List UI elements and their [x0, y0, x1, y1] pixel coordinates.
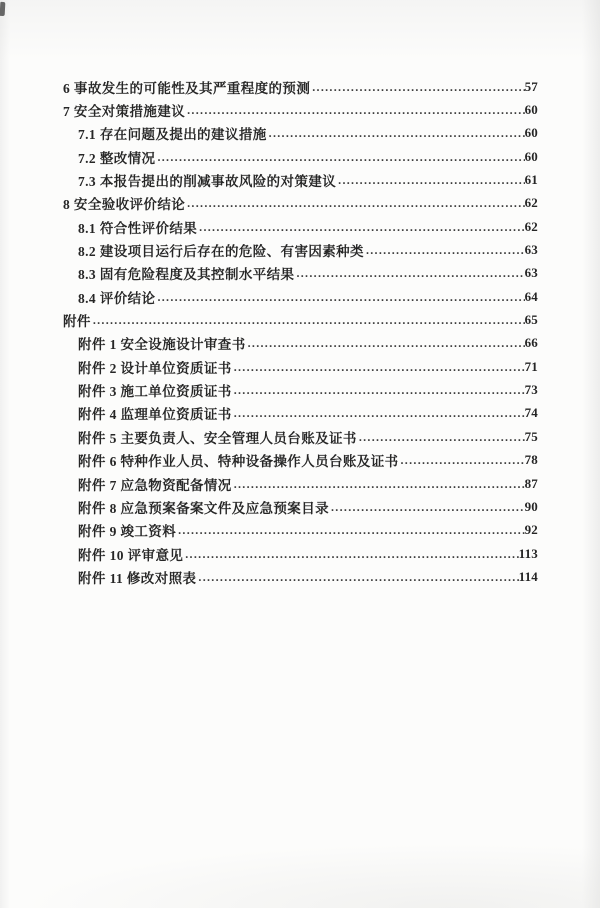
toc-entry: [63, 262, 538, 285]
toc-entry: [63, 98, 538, 121]
toc-entry: [63, 332, 538, 355]
toc-entry-page: 57: [524, 78, 538, 94]
toc-entry: [63, 238, 538, 261]
toc-entry: [63, 472, 538, 495]
dot-leader: [401, 455, 525, 471]
dot-leader: [178, 525, 524, 541]
toc-entry-label: 附件: [63, 314, 91, 330]
toc-entry-page: 61: [524, 172, 538, 188]
toc-entry-label: 附件 9 竣工资料: [78, 524, 177, 540]
toc-entry-label: 7 安全对策措施建议: [63, 104, 186, 120]
toc-entry-label: 8.1 符合性评价结果: [78, 220, 198, 236]
dot-leader: [198, 572, 518, 588]
toc-entry-page: 65: [524, 312, 538, 328]
toc-entry-label: 附件 7 应急物资配备情况: [78, 477, 232, 493]
dot-leader: [248, 338, 525, 354]
toc-entry-label: 7.2 整改情况: [78, 150, 156, 166]
toc-entry-label: 附件 10 评审意见: [78, 547, 184, 563]
toc-entry: [63, 285, 538, 308]
toc-entry: [63, 378, 538, 401]
toc-entry-page: 87: [524, 475, 538, 491]
toc-entry: [63, 308, 538, 331]
dot-leader: [234, 479, 525, 495]
dot-leader: [157, 292, 524, 308]
toc-entry-label: 附件 8 应急预案备案文件及应急预案目录: [78, 500, 329, 516]
toc-entry: [63, 449, 538, 472]
toc-entry-label: 8 安全验收评价结论: [63, 197, 186, 213]
toc-entry-label: 附件 1 安全设施设计审查书: [78, 337, 246, 353]
toc-entry: [63, 75, 538, 98]
toc-entry-label: 附件 11 修改对照表: [78, 570, 197, 586]
toc-entry-page: 73: [524, 382, 538, 398]
toc-entry-label: 7.1 存在问题及提出的建议措施: [78, 127, 267, 143]
dot-leader: [338, 175, 524, 191]
toc-entry-page: 62: [524, 218, 538, 234]
toc-entry-page: 90: [524, 498, 538, 514]
toc-entry-label: 8.4 评价结论: [78, 290, 156, 306]
toc-entry-page: 60: [524, 125, 538, 141]
dot-leader: [366, 245, 525, 261]
toc-entry-label: 6 事故发生的可能性及其严重程度的预测: [63, 80, 311, 96]
scan-shading-right: [582, 0, 600, 908]
toc-entry-label: 附件 2 设计单位资质证书: [78, 360, 232, 376]
dot-leader: [296, 268, 524, 284]
scan-artifact-mark: [0, 2, 5, 16]
toc-entry-page: 63: [524, 242, 538, 258]
toc-entry-page: 92: [524, 522, 538, 538]
toc-entry-page: 114: [518, 568, 538, 584]
dot-leader: [312, 82, 524, 98]
toc-entry-page: 75: [524, 428, 538, 444]
dot-leader: [359, 432, 525, 448]
scan-shading-left: [0, 0, 10, 908]
toc-entry-page: 71: [524, 358, 538, 374]
toc-entry-label: 8.2 建设项目运行后存在的危险、有害因素种类: [78, 244, 364, 260]
toc-entry-page: 60: [524, 102, 538, 118]
toc-entry: [63, 355, 538, 378]
toc-entry-page: 63: [524, 265, 538, 281]
dot-leader: [234, 385, 525, 401]
table-of-contents: [63, 75, 538, 589]
scan-shading-bottom: [0, 788, 600, 908]
toc-entry: [63, 122, 538, 145]
toc-entry: [63, 215, 538, 238]
toc-entry: [63, 145, 538, 168]
dot-leader: [269, 128, 525, 144]
toc-entry-page: 74: [524, 405, 538, 421]
dot-leader: [234, 408, 525, 424]
toc-entry-page: 62: [524, 195, 538, 211]
dot-leader: [234, 362, 525, 378]
dot-leader: [187, 198, 524, 214]
scan-shading-top: [0, 0, 600, 60]
toc-entry: [63, 542, 538, 565]
toc-entry: [63, 192, 538, 215]
toc-entry-page: 113: [518, 545, 538, 561]
toc-entry-label: 附件 4 监理单位资质证书: [78, 407, 232, 423]
toc-entry-page: 66: [524, 335, 538, 351]
dot-leader: [93, 315, 525, 331]
toc-entry: [63, 168, 538, 191]
toc-entry-label: 附件 6 特种作业人员、特种设备操作人员台账及证书: [78, 454, 399, 470]
toc-entry-page: 60: [524, 148, 538, 164]
dot-leader: [185, 549, 518, 565]
toc-entry-page: 64: [524, 288, 538, 304]
dot-leader: [187, 105, 524, 121]
toc-entry: [63, 425, 538, 448]
toc-entry-label: 附件 5 主要负责人、安全管理人员台账及证书: [78, 430, 357, 446]
toc-entry-label: 附件 3 施工单位资质证书: [78, 384, 232, 400]
toc-entry-label: 8.3 固有危险程度及其控制水平结果: [78, 267, 295, 283]
toc-entry: [63, 495, 538, 518]
dot-leader: [199, 222, 524, 238]
dot-leader: [157, 152, 524, 168]
toc-entry-label: 7.3 本报告提出的削减事故风险的对策建议: [78, 174, 337, 190]
toc-entry: [63, 519, 538, 542]
dot-leader: [331, 502, 525, 518]
toc-entry-page: 78: [524, 452, 538, 468]
toc-entry: [63, 565, 538, 588]
toc-entry: [63, 402, 538, 425]
